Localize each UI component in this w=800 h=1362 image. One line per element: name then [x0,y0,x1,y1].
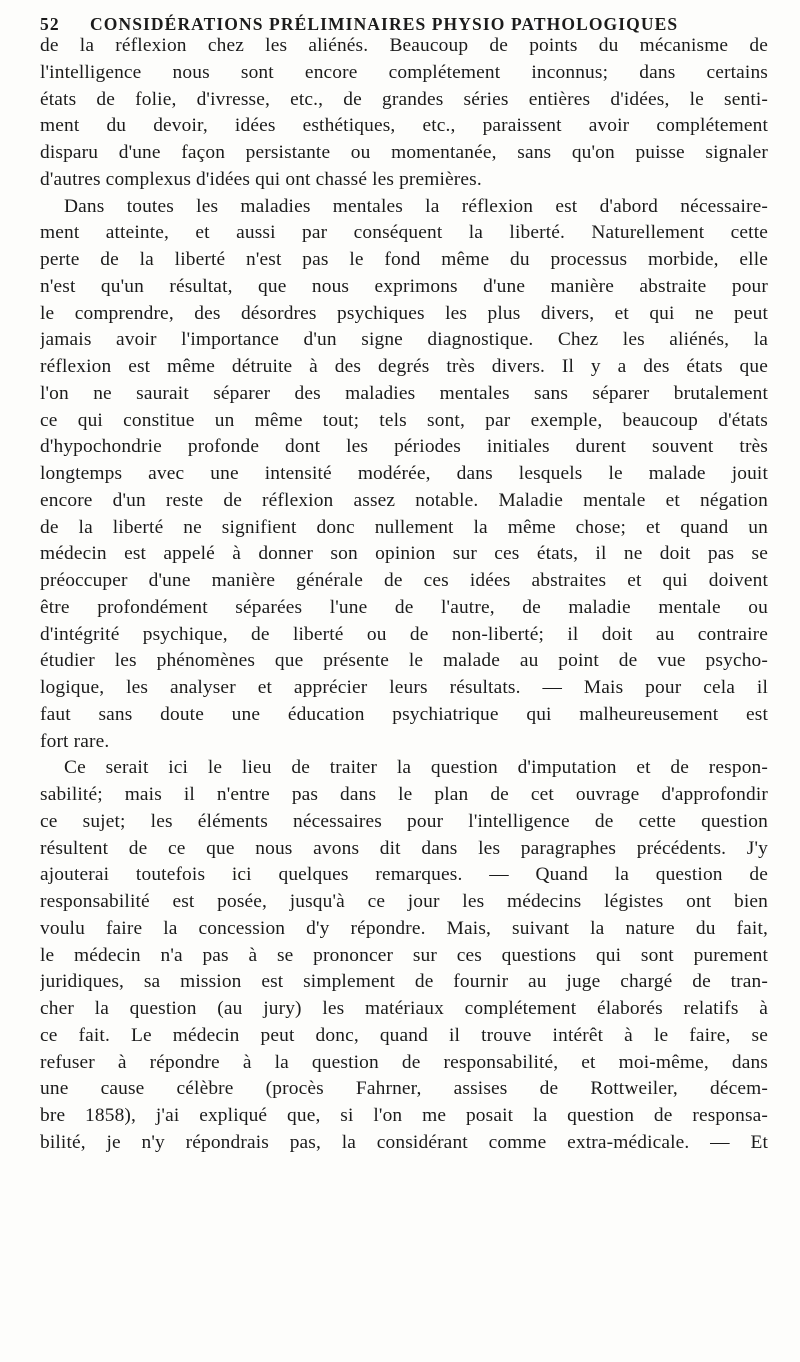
text-line: réflexion est même détruite à des degrés très divers. Il y a des états que [40,356,768,377]
text-line: fort rare. [40,730,110,752]
text-line: perte de la liberté n'est pas le fond même du processus morbide, elle [40,249,768,270]
text-line: ce sujet; les éléments nécessaires pour l'intelligence de cette question [40,810,768,832]
text-line: une cause célèbre (procès Fahrner, assises de Rottweiler, décem- [40,1078,768,1100]
text-line: ment atteinte, et aussi par conséquent la liberté. Naturellement cette [40,222,768,244]
text-line: n'est qu'un résultat, que nous exprimons d'une manière abstraite pour [40,275,768,297]
text-line: Ce serait ici le lieu de traiter la question d'imputation et de respon- [64,757,768,779]
text-line: d'hypochondrie profonde dont les périodes initiales durent souvent très [40,436,768,458]
text-line: ce fait. Le médecin peut donc, quand il trouve intérêt à le faire, se [40,1024,768,1046]
body-text [40,33,768,1157]
text-line: préoccuper d'une manière générale de ces idées abstraites et qui doivent [40,570,768,591]
text-line: refuser à répondre à la question de responsabilité, et moi-même, dans [40,1051,768,1073]
text-line: sabilité; mais il n'entre pas dans le plan de cet ouvrage d'approfondir [40,784,768,805]
running-title: CONSIDÉRATIONS PRÉLIMINAIRES PHYSIO PATHOLOGIQUES [90,14,679,34]
text-line: le comprendre, des désordres psychiques les plus divers, et qui ne peut [40,302,768,324]
text-line: l'on ne saurait séparer des maladies mentales sans séparer brutalement [40,382,768,404]
text-line: faut sans doute une éducation psychiatrique qui malheureusement est [40,703,768,725]
text-line: d'intégrité psychique, de liberté ou de non-liberté; il doit au contraire [40,623,768,645]
text-line: états de folie, d'ivresse, etc., de grandes séries entières d'idées, le senti- [40,88,768,110]
text-line: ajouterai toutefois ici quelques remarques. — Quand la question de [40,864,768,886]
text-line: ce qui constitue un même tout; tels sont, par exemple, beaucoup d'états [40,409,768,431]
text-line: responsabilité est posée, jusqu'à ce jour les médecins légistes ont bien [40,891,768,912]
text-line: cher la question (au jury) les matériaux complétement élaborés relatifs à [40,998,768,1019]
text-line: d'autres complexus d'idées qui ont chassé les premières. [40,168,482,190]
text-line: médecin est appelé à donner son opinion sur ces états, il ne doit pas se [40,543,768,565]
text-line: le médecin n'a pas à se prononcer sur ces questions qui sont purement [40,944,768,966]
text-line: disparu d'une façon persistante ou momentanée, sans qu'on puisse signaler [40,142,768,163]
text-line: bre 1858), j'ai expliqué que, si l'on me posait la question de responsa- [40,1105,768,1126]
text-line: l'intelligence nous sont encore complétement inconnus; dans certains [40,61,768,83]
text-line: de la réflexion chez les aliénés. Beaucoup de points du mécanisme de [40,35,768,56]
text-line: être profondément séparées l'une de l'autre, de maladie mentale ou [40,596,768,618]
text-line: encore d'un reste de réflexion assez notable. Maladie mentale et négation [40,489,768,511]
text-line: ment du devoir, idées esthétiques, etc., paraissent avoir complétement [40,115,768,137]
text-line: voulu faire la concession d'y répondre. Mais, suivant la nature du fait, [40,917,768,939]
text-line: logique, les analyser et apprécier leurs résultats. — Mais pour cela il [40,677,768,698]
text-line: jamais avoir l'importance d'un signe diagnostique. Chez les aliénés, la [40,329,768,351]
text-line: résultent de ce que nous avons dit dans les paragraphes précédents. J'y [40,837,768,859]
page-number: 52 [40,14,60,34]
text-line: Dans toutes les maladies mentales la réflexion est d'abord nécessaire- [64,195,768,217]
text-line: bilité, je n'y répondrais pas, la considérant comme extra-médicale. — Et [40,1131,768,1153]
text-line: étudier les phénomènes que présente le malade au point de vue psycho- [40,650,768,672]
text-line: juridiques, sa mission est simplement de fournir au juge chargé de tran- [40,971,768,993]
text-line: longtemps avec une intensité modérée, dans lesquels le malade jouit [40,463,768,484]
text-line: de la liberté ne signifient donc nullement la même chose; et quand un [40,516,768,538]
